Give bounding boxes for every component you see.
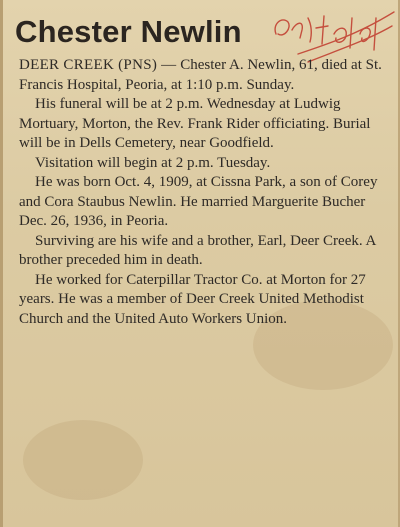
paragraph-text: Chester A. Newlin, 61, died at St. Francis Hospital, Peoria, at 1:10 p.m. Sunday.	[19, 57, 382, 93]
obituary-paragraph: Surviving are his wife and a brother, Earl, Deer Creek. A brother preceded him in death.	[19, 232, 376, 268]
dateline: DEER CREEK (PNS) —	[19, 57, 177, 73]
obituary-paragraph: Visitation will begin at 2 p.m. Tuesday.	[35, 154, 271, 171]
obituary-paragraph: He was born Oct. 4, 1909, at Cissna Park, a son of Corey and Cora Staubus Newlin. He married Marguerite Bucher Dec. 26, 1936, in Peoria.	[19, 174, 378, 229]
obituary-paragraph: His funeral will be at 2 p.m. Wednesday at Ludwig Mortuary, Morton, the Rev. Frank Rider officiating. Burial will be in Dells Cemetery, near Goodfield.	[19, 96, 371, 151]
obituary-paragraph	[19, 56, 383, 95]
obituary-body	[19, 56, 383, 329]
obituary-paragraph: He worked for Caterpillar Tractor Co. at Morton for 27 years. He was a member of Deer Creek United Methodist Church and the United Auto Workers Union.	[19, 271, 366, 327]
paper-stain	[23, 420, 143, 500]
obituary-headline: Chester Newlin	[15, 14, 242, 49]
